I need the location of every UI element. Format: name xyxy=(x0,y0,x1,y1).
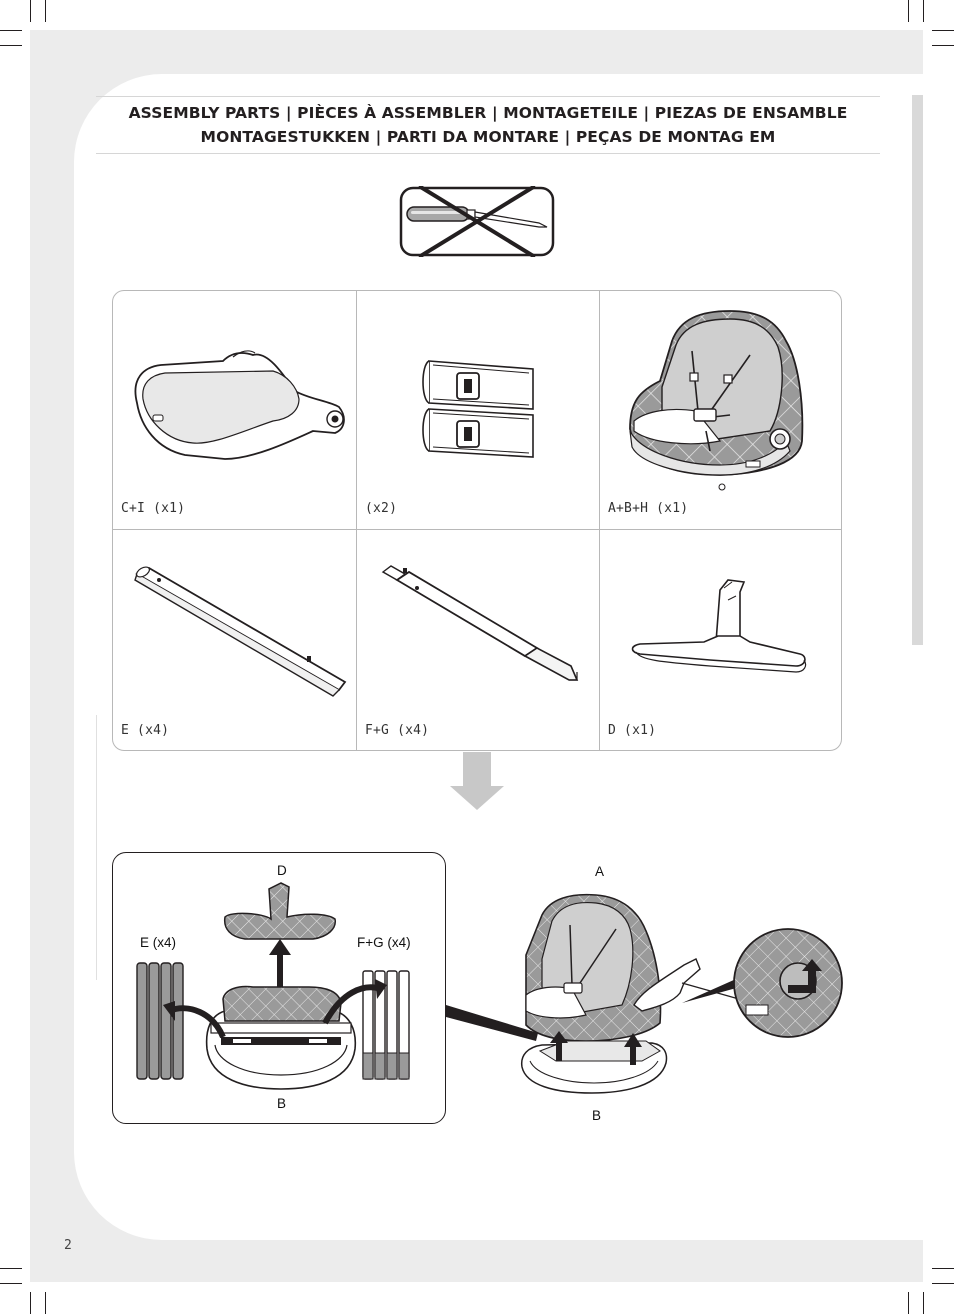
part-leg-fg xyxy=(357,530,599,751)
storage-diagram xyxy=(112,852,446,1124)
part-booster-seat xyxy=(600,291,842,529)
part-leg-e xyxy=(113,530,356,751)
label-d: D xyxy=(277,863,287,878)
part-label: (x2) xyxy=(365,501,398,516)
assembly-parts-grid xyxy=(112,290,842,751)
part-label: C+I (x1) xyxy=(121,501,186,516)
title-line-2: MONTAGESTUKKEN | PARTI DA MONTARE | PEÇAS DE MONTAG EM xyxy=(200,128,776,146)
part-label: A+B+H (x1) xyxy=(608,501,689,516)
part-label: D (x1) xyxy=(608,723,657,738)
part-label: F+G (x4) xyxy=(365,723,430,738)
tray-illustration xyxy=(113,291,356,529)
footrest-illustration xyxy=(600,530,842,751)
title-rule-top xyxy=(96,96,880,97)
part-straps xyxy=(357,291,599,529)
label-b: B xyxy=(277,1096,287,1111)
down-arrow-icon xyxy=(450,752,504,810)
leg-tube-illustration xyxy=(113,530,356,751)
page-title xyxy=(96,101,880,149)
part-tray xyxy=(113,291,356,529)
part-label: E (x4) xyxy=(121,723,170,738)
part-footrest xyxy=(600,530,842,751)
title-line-1: ASSEMBLY PARTS | PIÈCES À ASSEMBLER | MONTAGETEILE | PIEZAS DE ENSAMBLE xyxy=(128,104,848,122)
side-divider xyxy=(96,715,97,980)
booster-seat-illustration xyxy=(600,291,842,529)
release-diagram-illustration xyxy=(446,855,846,1135)
label-b-right: B xyxy=(592,1108,602,1123)
title-rule-bottom xyxy=(96,153,880,154)
label-a: A xyxy=(595,864,605,879)
side-tab-bar xyxy=(912,95,923,645)
label-fg-x4: F+G (x4) xyxy=(357,935,411,950)
crossed-out-screwdriver-icon xyxy=(399,186,555,257)
leg-tube-with-cap-illustration xyxy=(357,530,599,751)
storage-diagram-illustration xyxy=(113,853,446,1124)
straps-illustration xyxy=(357,291,599,529)
release-diagram xyxy=(446,855,846,1135)
label-e-x4: E (x4) xyxy=(140,935,177,950)
page-number: 2 xyxy=(64,1238,72,1253)
